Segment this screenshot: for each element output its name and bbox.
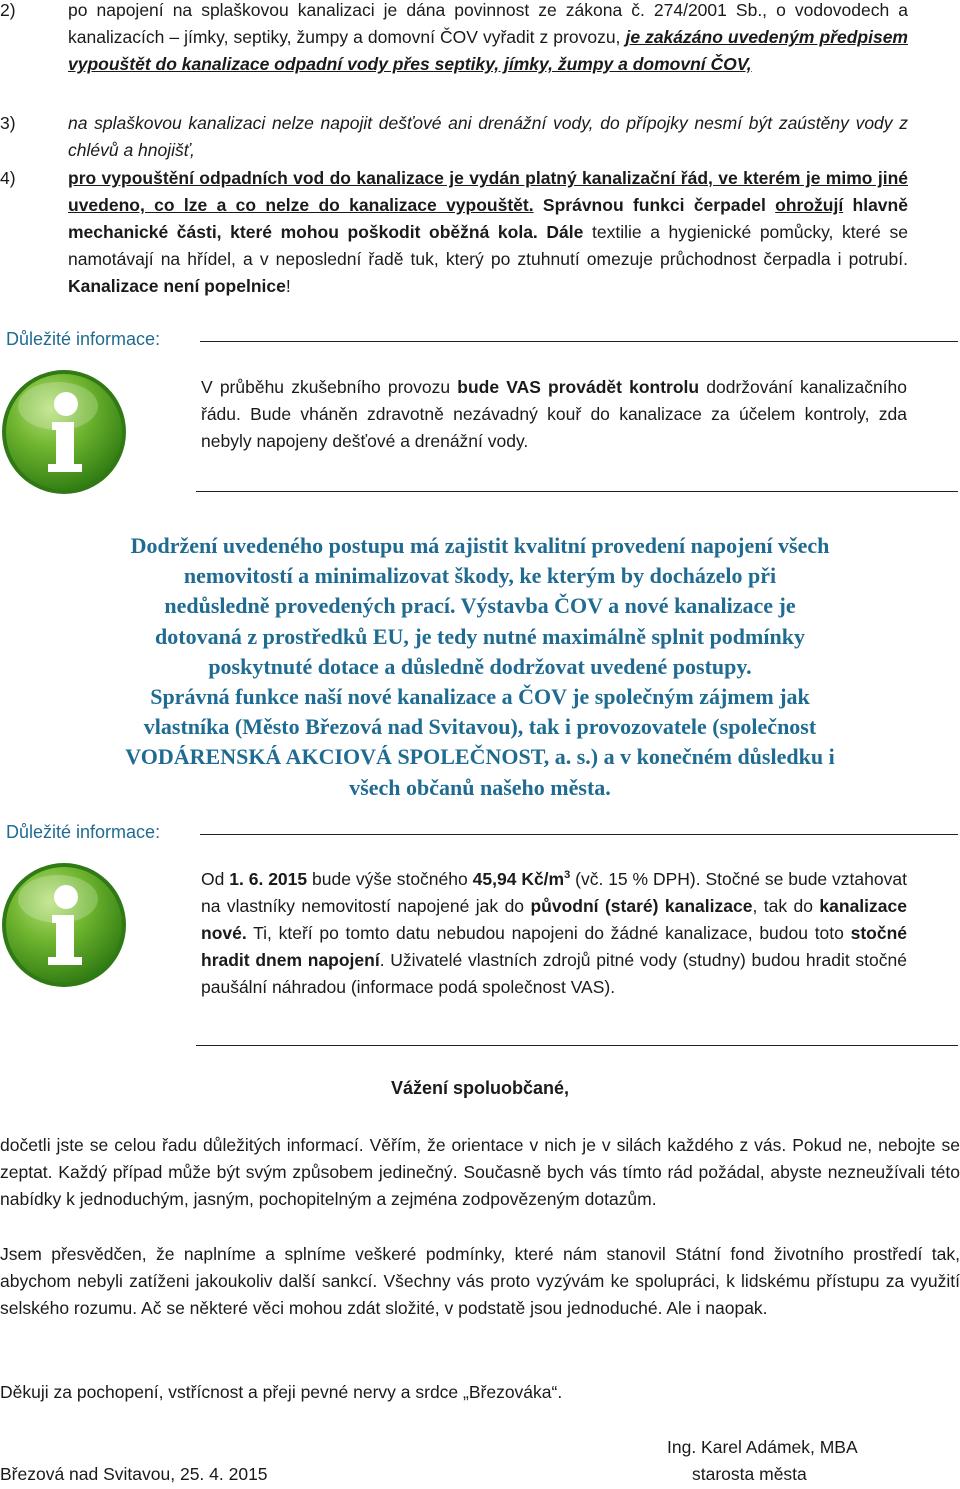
notice-line: VODÁRENSKÁ AKCIOVÁ SPOLEČNOST, a. s.) a v konečném důsledku i [125, 744, 835, 770]
divider [196, 1045, 958, 1046]
notice-line: dotovaná z prostředků EU, je tedy nutné maximálně splnit podmínky [155, 623, 805, 649]
section-heading: Důležité informace: [6, 329, 161, 349]
notice-line: poskytnuté dotace a důsledně dodržovat uvedené postupy. [208, 653, 752, 679]
info-text-1: V průběhu zkušebního provozu bude VAS provádět kontrolu dodržování kanalizačního řádu. Bude vháněn zdravotně nezávadný kouř do kanalizace za účelem kontroly, zda nebyly napojeny dešťové a drenážní vody. [201, 377, 907, 451]
letter-paragraph-1: dočetli jste se celou řadu důležitých informací. Věřím, že orientace v nich je v silách každého z vás. Pokud ne, nebojte se zeptat. Každý případ může být svým způsobem jedinečný. Současně bych vás tímto rád požádal, abyste nezneužívali této nabídky k jednoduchým, jasným, pochopitelným a zejména zodpovězeným dotazům. [0, 1135, 960, 1209]
signer-title: starosta města [692, 1464, 807, 1484]
notice-line: Správná funkce naší nové kanalizace a ČOV je společným zájmem jak [150, 684, 810, 710]
item-number: 2) [0, 0, 16, 20]
notice-block [20, 531, 940, 803]
item-text: pro vypouštění odpadních vod do kanalizace je vydán platný kanalizační řád, ve kterém je mimo jiné uvedeno, co lze a co nelze do kanalizace vypouštět. Správnou funkci čerpadel ohrožují hlavně mechanické části, které mohou poškodit oběžná kola. Dále textilie a hygienické pomůcky, které se namotávají na hřídel, a v neposlední řadě tuk, který po ztuhnutí omezuje průchodnost čerpadla i potrubí. Kanalizace není popelnice! [68, 168, 908, 296]
letter-greeting: Vážení spoluobčané, [390, 1078, 570, 1098]
item-number: 4) [0, 168, 16, 188]
item-text: na splaškovou kanalizaci nelze napojit dešťové ani drenážní vody, do přípojky nesmí být zaústěny vody z chlévů a hnojišť, [68, 113, 908, 160]
notice-line: nemovitostí a minimalizovat škody, ke kterým by docházelo při [183, 563, 777, 589]
info-text-2: Od 1. 6. 2015 bude výše stočného 45,94 $Kč/m^3$ (vč. 15 % DPH). Stočné se bude vztahovat na vlastníky nemovitostí napojené jak do původní (staré) kanalizace, tak do kanalizace nové. Ti, kteří po tomto datu nebudou napojeni do žádné kanalizace, budou toto stočné hradit dnem napojení. Uživatelé vlastních zdrojů pitné vody (studny) budou hradit stočné paušální náhradou (informace podá společnost VAS). [201, 869, 908, 997]
letter-paragraph-2: Jsem přesvědčen, že naplníme a splníme veškeré podmínky, které nám stanovil Státní fond životního prostředí tak, abychom nebyli zatíženi jakoukoliv další sankcí. Všechny vás proto vyzývám ke spolupráci, k lidskému přístupu za využití selského rozumu. Ač se některé věci mohou zdát složité, v podstatě jsou jednoduché. Ale i naopak. [0, 1244, 960, 1318]
list-item-2 [0, 0, 908, 78]
notice-line: Dodržení uvedeného postupu má zajistit kvalitní provedení napojení všech [130, 533, 830, 558]
notice-line: nedůsledně provedených prací. Výstavba ČOV a nové kanalizace je [164, 593, 796, 619]
divider [196, 491, 958, 492]
notice-line: všech občanů našeho města. [349, 774, 611, 800]
letter-thanks: Děkuji za pochopení, vstřícnost a přeji pevné nervy a srdce „Březováka“. [0, 1382, 563, 1402]
item-text: po napojení na splaškovou kanalizaci je dána povinnost ze zákona č. 274/2001 Sb., o vodovodech a kanalizacích – jímky, septiky, žumpy a domovní ČOV vyřadit z provozu, je zakázáno uvedeným předpisem vypouštět do kanalizace odpadní vody přes septiky, jímky, žumpy a domovní ČOV, [68, 0, 908, 74]
section-heading: Důležité informace: [6, 822, 161, 842]
item-number: 3) [0, 113, 16, 133]
divider [200, 834, 958, 835]
divider [200, 341, 958, 342]
info-icon [0, 368, 128, 496]
notice-line: vlastníka (Město Březová nad Svitavou), tak i provozovatele (společnost [143, 714, 817, 740]
list-item-3 [0, 110, 908, 164]
place-date: Březová nad Svitavou, 25. 4. 2015 [0, 1464, 268, 1484]
signer-name: Ing. Karel Adámek, MBA [667, 1437, 858, 1457]
info-icon [0, 861, 128, 989]
list-item-4 [0, 165, 908, 300]
